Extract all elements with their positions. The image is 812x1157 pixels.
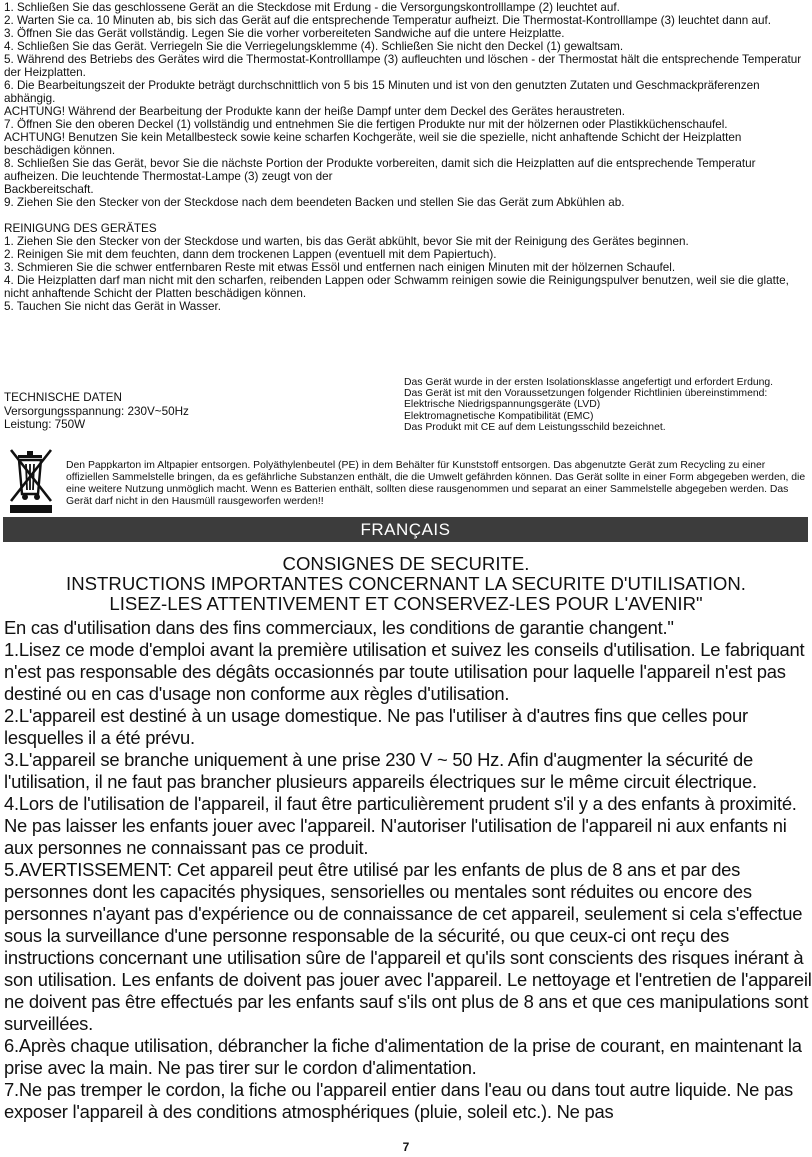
page-number: 7 (402, 1140, 410, 1154)
certification-line: Das Gerät wurde in der ersten Isolationsklasse angefertigt und erfordert Erdung. (404, 377, 774, 388)
weee-crossed-bin-icon (6, 446, 56, 514)
french-paragraph: 6.Après chaque utilisation, débrancher la fiche d'alimentation de la prise de courant, en maintenant la prise avec la main. Ne pas tirer sur le cordon d'alimentation. (4, 1035, 802, 1078)
german-warning: ACHTUNG! Benutzen Sie kein Metallbesteck sowie keine scharfen Kochgeräte, weil sie die spezielle, nicht anhaftende Schicht der Heizplatten beschädigen können. (4, 131, 742, 157)
technical-title: TECHNISCHE DATEN (4, 391, 122, 404)
german-step: 6. Die Bearbeitungszeit der Produkte beträgt durchschnittlich von 5 bis 15 Minuten und ist von den genutzten Zutaten und Geschmackpräferenzen abhängig. (4, 79, 760, 105)
french-paragraph: 2.L'appareil est destiné à un usage domestique. Ne pas l'utiliser à d'autres fins que celles pour lesquelles il a été prévu. (4, 705, 748, 748)
certification-line: Das Gerät ist mit den Voraussetzungen folgender Richtlinien übereinstimmend: (404, 388, 768, 400)
recycling-notice: Den Pappkarton im Altpapier entsorgen. Polyäthylenbeutel (PE) in dem Behälter für Kunststoff entsorgen. Das abgenutzte Gerät zum Recycling zu einer offiziellen Sammelstelle bringen, da es gefährliche Substanzen enthält, die die Umwelt gefährden können. Das Gerät sollte in einer Form abgegeben werden, die eine weitere Nutzung unmöglich macht. Wenn es Batterien enthält, sollten diese rausgenommen und separat an einer Sammelstelle abgegeben werden. Das Gerät darf nicht in den Hausmüll rausgeworfen werden!! (66, 460, 806, 508)
french-paragraph: 7.Ne pas tremper le cordon, la fiche ou l'appareil entier dans l'eau ou dans tout autre liquide. Ne pas exposer l'appareil à des conditions atmosphériques (pluie, soleil etc.). Ne pas (4, 1079, 793, 1122)
french-paragraph: 4.Lors de l'utilisation de l'appareil, il faut être particulièrement prudent s'il y a des enfants à proximité. Ne pas laisser les enfants jouer avec l'appareil. N'autoriser l'utilisation de l'appareil ni aux enfants ni aux personnes ne connaissant pas ce produit. (4, 793, 797, 858)
french-paragraph: En cas d'utilisation dans des fins commerciaux, les conditions de garantie changent." (4, 617, 674, 638)
technical-power: Leistung: 750W (4, 418, 86, 431)
safety-heading: CONSIGNES DE SECURITE. (282, 553, 530, 574)
german-step: Backbereitschaft. (4, 183, 94, 196)
german-step: 2. Warten Sie ca. 10 Minuten ab, bis sich das Gerät auf die entsprechende Temperatur aufheizt. Die Thermostat-Kontrolllampe (3) leuchtet dann auf. (4, 14, 772, 27)
cleaning-item: 1. Ziehen Sie den Stecker von der Steckdose und warten, bis das Gerät abkühlt, bevor Sie mit der Reinigung des Gerätes beginnen. (4, 235, 689, 248)
german-step: 1. Schließen Sie das geschlossene Gerät an die Steckdose mit Erdung - die Versorgungskontrolllampe (2) leuchtet auf. (4, 1, 620, 14)
certification-line: Das Produkt mit CE auf dem Leistungsschild bezeichnet. (404, 421, 666, 433)
german-warning: ACHTUNG! Während der Bearbeitung der Produkte kann der heiße Dampf unter dem Deckel des Gerätes heraustreten. (4, 105, 626, 118)
language-banner: FRANÇAIS (3, 517, 808, 542)
german-step: 7. Öffnen Sie den oberen Deckel (1) vollständig und entnehmen Sie die fertigen Produkte nur mit der hölzernen oder Plastikküchenschaufel. (4, 118, 728, 131)
cleaning-item: 3. Schmieren Sie die schwer entfernbaren Reste mit etwas Essöl und entfernen nach einigen Minuten mit der hölzernen Schaufel. (4, 261, 676, 274)
german-step: 3. Öffnen Sie das Gerät vollständig. Legen Sie die vorher vorbereiteten Sandwiche auf die untere Heizplatte. (4, 27, 565, 40)
french-paragraph: 5.AVERTISSEMENT: Cet appareil peut être utilisé par les enfants de plus de 8 ans et par des personnes dont les capacités physiques, sensorielles ou mentales sont réduites ou encore des personnes n'ayant pas d'expérience ou de connaissance de cet appareil, seulement si cela s'effectue sous la surveillance d'une personne responsable de la sécurité, ou que ceux-ci ont reçu des instructions concernant une utilisation sûre de l'appareil et qu'ils sont conscients des risques inérant à son utilisation. Les enfants de doivent pas jouer avec l'appareil. Le nettoyage et l'entretien de l'appareil ne doivent pas être effectués par les enfants sauf s'ils ont plus de 8 ans et que ces manipulations sont surveillées. (4, 859, 812, 1034)
german-step: 4. Schließen Sie das Gerät. Verriegeln Sie die Verriegelungsklemme (4). Schließen Sie nicht den Deckel (1) gewaltsam. (4, 40, 624, 53)
french-paragraph: 3.L'appareil se branche uniquement à une prise 230 V ~ 50 Hz. Afin d'augmenter la sécurité de l'utilisation, il ne faut pas brancher plusieurs appareils électriques sur le même circuit électrique. (4, 749, 757, 792)
technical-voltage: Versorgungsspannung: 230V~50Hz (4, 404, 189, 418)
french-instructions (4, 617, 812, 1123)
safety-subheading: INSTRUCTIONS IMPORTANTES CONCERNANT LA SECURITE D'UTILISATION. (66, 573, 746, 594)
french-headings (4, 554, 808, 614)
cleaning-item: 5. Tauchen Sie nicht das Gerät in Wasser. (4, 300, 221, 313)
german-instructions (4, 1, 808, 313)
technical-data (4, 391, 394, 432)
cleaning-item: 2. Reinigen Sie mit dem feuchten, dann dem trockenen Lappen (eventuell mit dem Papiertuch). (4, 248, 497, 261)
german-step: 5. Während des Betriebs des Gerätes wird die Thermostat-Kontrolllampe (3) aufleuchten und löschen - der Thermostat hält die entsprechende Temperatur der Heizplatten. (4, 53, 802, 79)
cleaning-title: REINIGUNG DES GERÄTES (4, 222, 157, 235)
cleaning-item: 4. Die Heizplatten darf man nicht mit den scharfen, reibenden Lappen oder Schwamm reinigen sowie die Reinigungspulver benutzen, weil sie die glatte, nicht anhaftende Schicht der Platten beschädigen können. (4, 274, 789, 300)
french-paragraph: 1.Lisez ce mode d'emploi avant la première utilisation et suivez les conseils d'utilisation. Le fabriquant n'est pas responsable des dégâts occasionnés par toute utilisation pour laquelle l'appareil n'est pas destiné ou en cas d'usage non conforme aux règles d'utilisation. (4, 639, 805, 704)
german-step: 9. Ziehen Sie den Stecker von der Steckdose nach dem beendeten Backen und stellen Sie das Gerät zum Abkühlen ab. (4, 196, 625, 209)
certification-line: Elektromagnetische Kompatibilität (EMC) (404, 410, 594, 422)
german-step: 8. Schließen Sie das Gerät, bevor Sie die nächste Portion der Produkte vorbereiten, damit sich die Heizplatten auf die entsprechende Temperatur aufheizen. Die leuchtende Thermostat-Lampe (3) zeugt von der (4, 157, 756, 183)
certification-notes (404, 377, 810, 433)
safety-subheading: LISEZ-LES ATTENTIVEMENT ET CONSERVEZ-LES POUR L'AVENIR" (109, 593, 703, 614)
certification-line: Elektrische Niedrigspannungsgeräte (LVD) (404, 399, 601, 411)
